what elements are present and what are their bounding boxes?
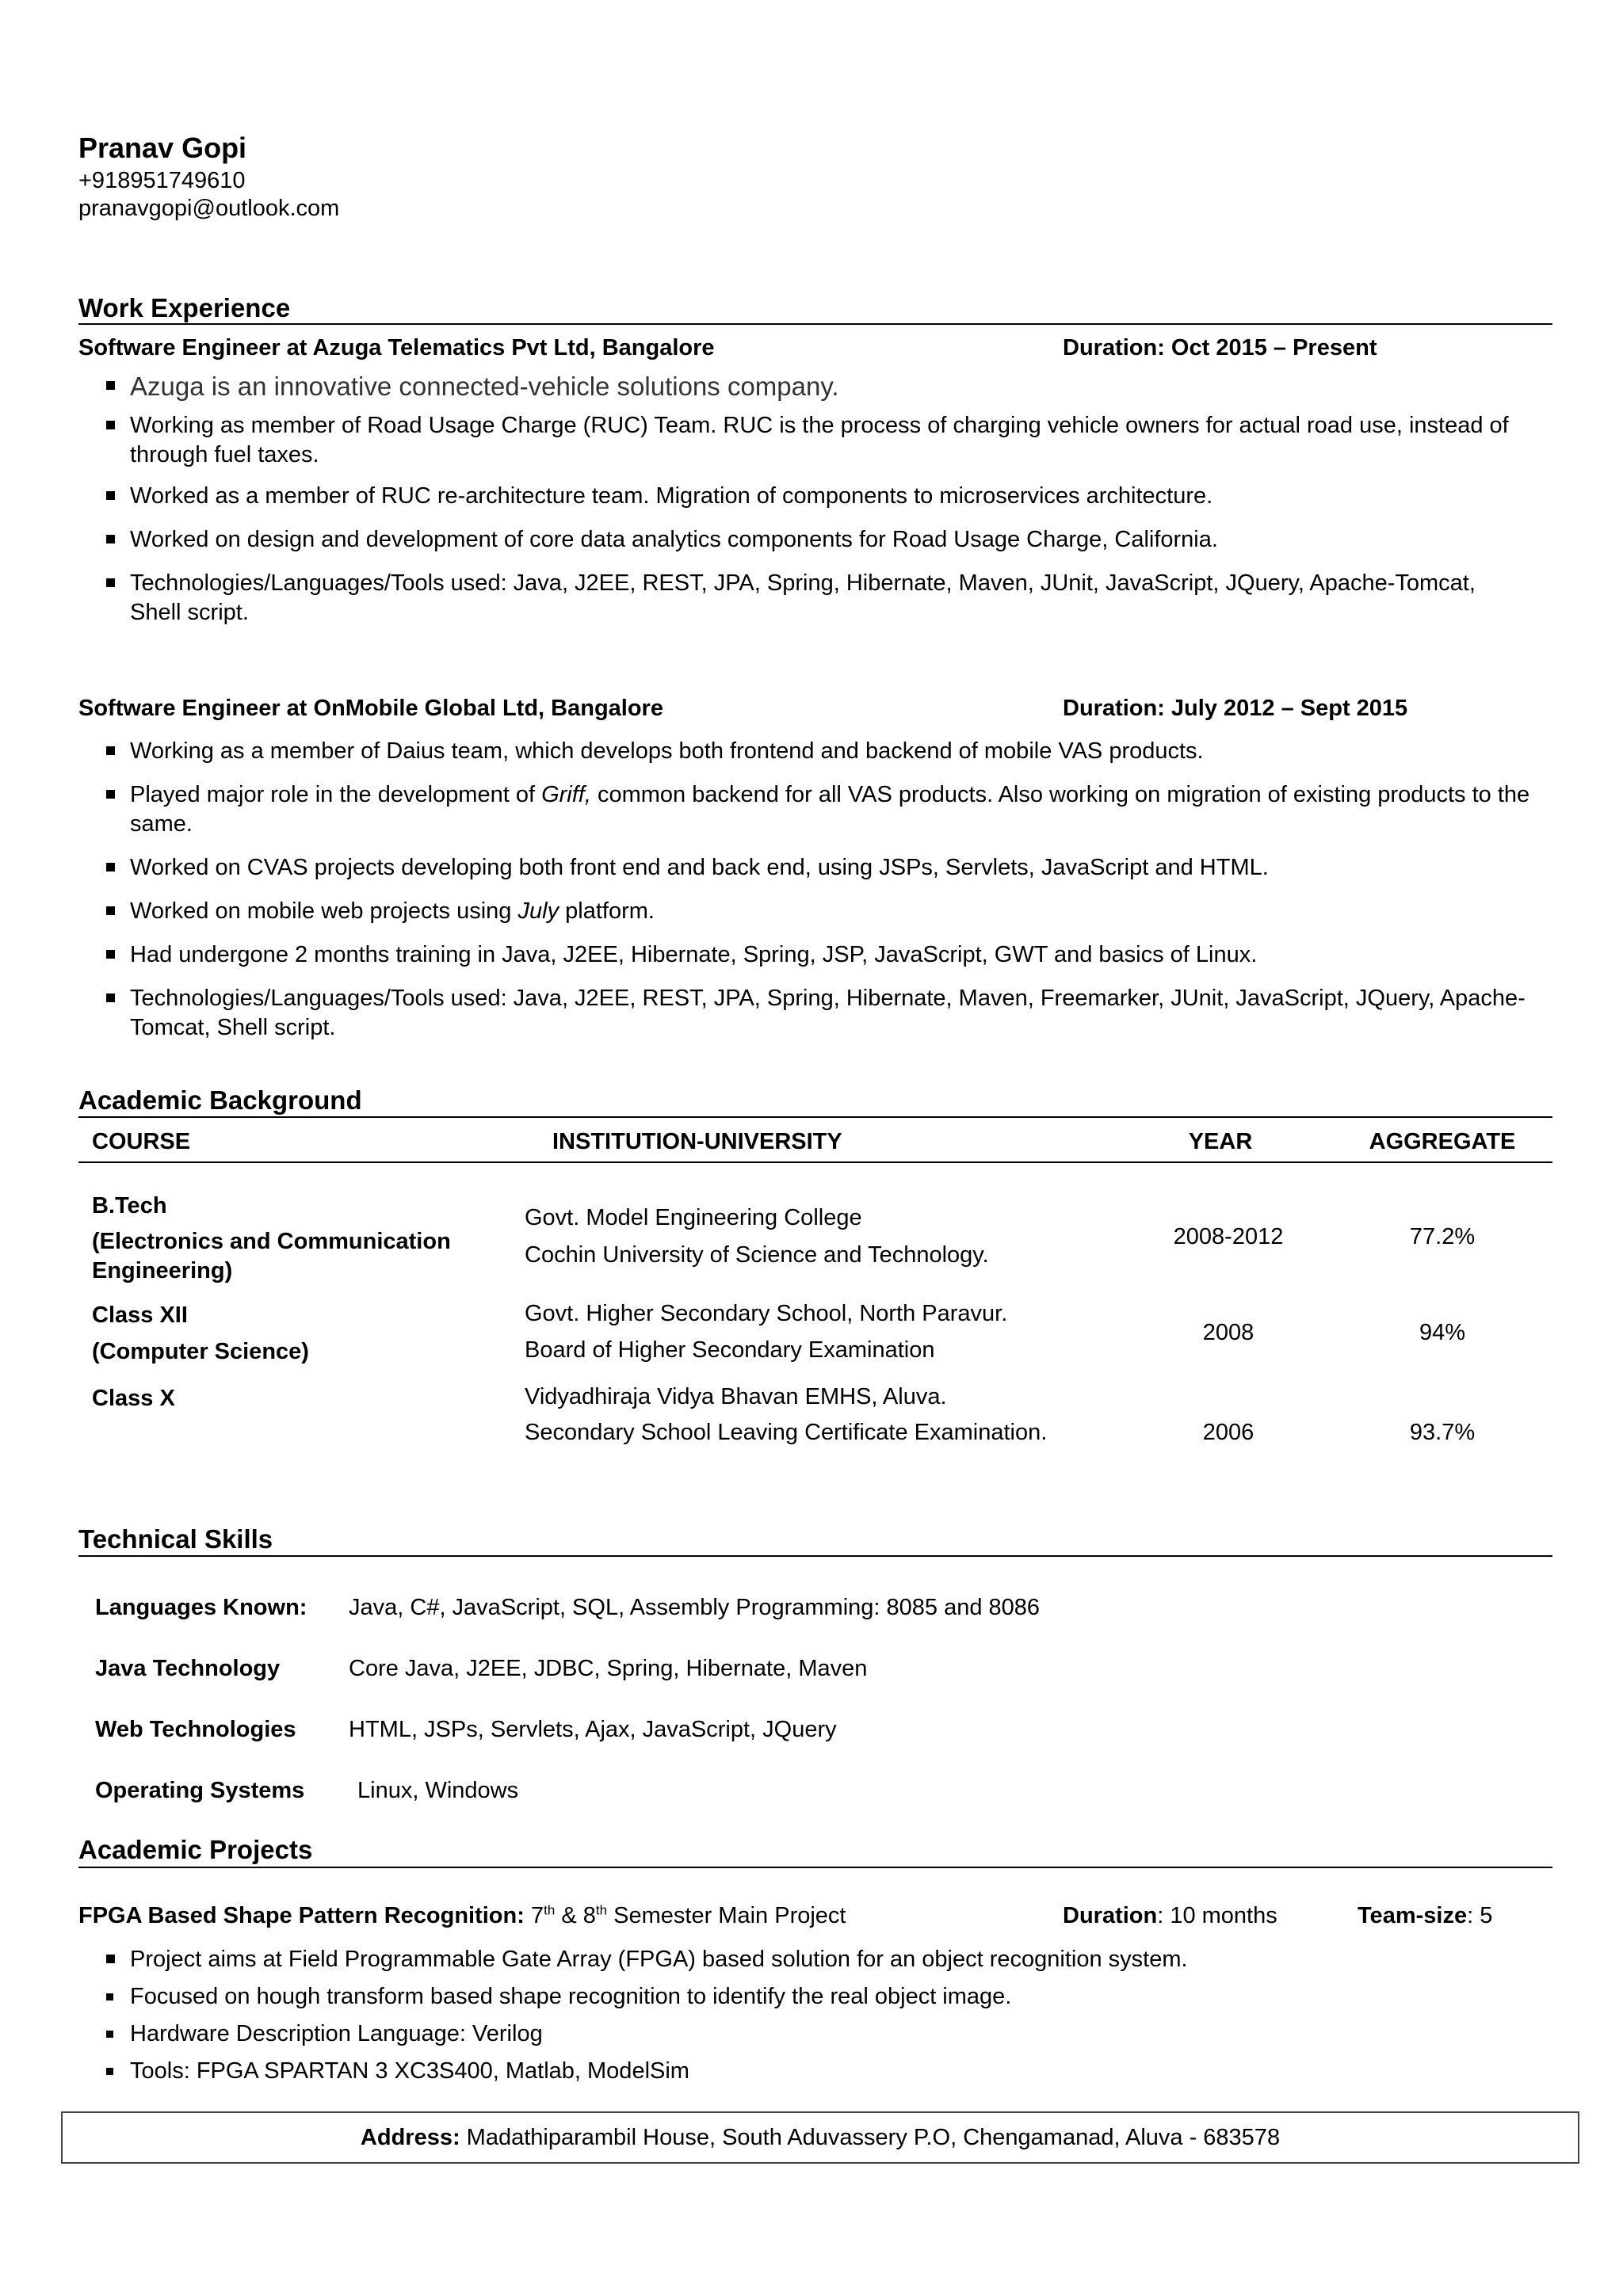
address-value: Madathiparambil House, South Aduvassery P.O, Chengamanad, Aluva - 683578 <box>460 2124 1281 2150</box>
candidate-name: Pranav Gopi <box>78 132 247 164</box>
course-name: B.Tech <box>92 1193 167 1219</box>
course-name: Class X <box>92 1386 175 1411</box>
column-header-course: COURSE <box>92 1129 191 1154</box>
academic-projects-heading: Academic Projects <box>78 1835 313 1864</box>
job-bullets <box>106 372 1533 627</box>
list-item: Azuga is an innovative connected-vehicle solutions company. <box>106 372 1533 401</box>
bullet-icon <box>106 2031 113 2038</box>
bullet-icon <box>106 491 115 500</box>
year-value: 2006 <box>1202 1420 1254 1445</box>
course-detail: (Computer Science) <box>92 1339 309 1364</box>
technical-skills-heading: Technical Skills <box>78 1524 273 1554</box>
project-title: FPGA Based Shape Pattern Recognition: 7th & 8th Semester Main Project <box>78 1902 846 1928</box>
email-address: pranavgopi@outlook.com <box>78 196 340 221</box>
address-label: Address: <box>360 2124 460 2150</box>
section-divider <box>78 1867 1552 1868</box>
bullet-icon <box>106 950 115 959</box>
list-item: Worked as a member of RUC re-architecture team. Migration of components to microservices architecture. <box>106 482 1533 511</box>
year-value: 2008-2012 <box>1173 1224 1284 1249</box>
year-value: 2008 <box>1202 1320 1254 1345</box>
university-name: Board of Higher Secondary Examination <box>525 1337 935 1363</box>
bullet-icon <box>106 578 115 587</box>
skill-value: HTML, JSPs, Servlets, Ajax, JavaScript, JQuery <box>349 1717 837 1742</box>
address-box <box>61 2111 1579 2164</box>
list-item: Tools: FPGA SPARTAN 3 XC3S400, Matlab, ModelSim <box>106 2057 1533 2086</box>
list-item: Technologies/Languages/Tools used: Java, J2EE, REST, JPA, Spring, Hibernate, Maven, JUnit, JavaScript, JQuery, Apache-Tomcat, Shell script. <box>106 569 1533 627</box>
skill-label: Web Technologies <box>95 1717 296 1742</box>
list-item: Technologies/Languages/Tools used: Java, J2EE, REST, JPA, Spring, Hibernate, Maven, Freemarker, JUnit, JavaScript, JQuery, Apache-Tomcat, Shell script. <box>106 984 1533 1043</box>
list-item: Focused on hough transform based shape recognition to identify the real object image. <box>106 1982 1533 2012</box>
bullet-icon <box>106 994 115 1002</box>
skill-label: Operating Systems <box>95 1778 305 1803</box>
section-divider <box>78 323 1552 325</box>
skill-value: Core Java, J2EE, JDBC, Spring, Hibernate, Maven <box>349 1656 868 1681</box>
bullet-icon <box>106 746 115 755</box>
list-item: Worked on design and development of core data analytics components for Road Usage Charge, California. <box>106 525 1533 555</box>
bullet-icon <box>106 1993 113 2000</box>
job-duration: Duration: Oct 2015 – Present <box>1063 335 1377 360</box>
list-item: Working as member of Road Usage Charge (RUC) Team. RUC is the process of charging vehicle owners for actual road use, instead of through fuel taxes. <box>106 411 1533 470</box>
institution-name: Vidyadhiraja Vidya Bhavan EMHS, Aluva. <box>525 1384 947 1409</box>
list-item: Working as a member of Daius team, which develops both frontend and backend of mobile VAS products. <box>106 737 1533 766</box>
university-name: Cochin University of Science and Technology. <box>525 1242 989 1268</box>
bullet-icon <box>106 863 115 871</box>
bullet-icon <box>106 535 115 543</box>
job-title: Software Engineer at Azuga Telematics Pvt Ltd, Bangalore <box>78 335 715 360</box>
skill-label: Languages Known: <box>95 1595 307 1620</box>
table-header-divider <box>78 1161 1552 1163</box>
job-bullets <box>106 737 1533 1043</box>
course-name: Class XII <box>92 1302 188 1328</box>
skill-value: Java, C#, JavaScript, SQL, Assembly Programming: 8085 and 8086 <box>349 1595 1041 1620</box>
bullet-icon <box>106 906 115 915</box>
project-team-size: Team-size: 5 <box>1358 1903 1493 1928</box>
skill-value: Linux, Windows <box>357 1778 519 1803</box>
phone-number: +918951749610 <box>78 168 246 193</box>
bullet-icon <box>106 2068 113 2075</box>
section-divider <box>78 1555 1552 1557</box>
skill-label: Java Technology <box>95 1656 281 1681</box>
aggregate-value: 93.7% <box>1409 1420 1476 1445</box>
course-detail: (Electronics and Communication Engineering) <box>92 1229 451 1283</box>
job-title: Software Engineer at OnMobile Global Ltd, Bangalore <box>78 696 663 721</box>
aggregate-value: 77.2% <box>1409 1224 1476 1249</box>
job-duration: Duration: July 2012 – Sept 2015 <box>1063 696 1408 721</box>
list-item: Had undergone 2 months training in Java, J2EE, Hibernate, Spring, JSP, JavaScript, GWT and basics of Linux. <box>106 940 1533 970</box>
column-header-year: YEAR <box>1188 1129 1253 1154</box>
university-name: Secondary School Leaving Certificate Examination. <box>525 1420 1048 1445</box>
section-divider <box>78 1116 1552 1118</box>
list-item: Worked on mobile web projects using July platform. <box>106 897 1533 926</box>
bullet-icon <box>106 790 115 799</box>
project-bullets <box>106 1945 1533 2086</box>
bullet-icon <box>106 421 115 429</box>
column-header-institution: INSTITUTION-UNIVERSITY <box>552 1129 842 1154</box>
project-duration: Duration: 10 months <box>1063 1903 1277 1928</box>
bullet-icon <box>106 1955 115 1963</box>
institution-name: Govt. Model Engineering College <box>525 1205 862 1230</box>
list-item: Played major role in the development of Griff, common backend for all VAS products. Also working on migration of existing products to the same. <box>106 780 1533 839</box>
list-item: Project aims at Field Programmable Gate Array (FPGA) based solution for an object recognition system. <box>106 1945 1533 1974</box>
list-item: Hardware Description Language: Verilog <box>106 2019 1533 2049</box>
bullet-icon <box>106 381 115 390</box>
column-header-aggregate: AGGREGATE <box>1369 1129 1516 1154</box>
list-item: Worked on CVAS projects developing both front end and back end, using JSPs, Servlets, JavaScript and HTML. <box>106 853 1533 883</box>
institution-name: Govt. Higher Secondary School, North Paravur. <box>525 1301 1008 1326</box>
work-experience-heading: Work Experience <box>78 293 291 322</box>
aggregate-value: 94% <box>1419 1320 1466 1345</box>
academic-background-heading: Academic Background <box>78 1085 362 1115</box>
